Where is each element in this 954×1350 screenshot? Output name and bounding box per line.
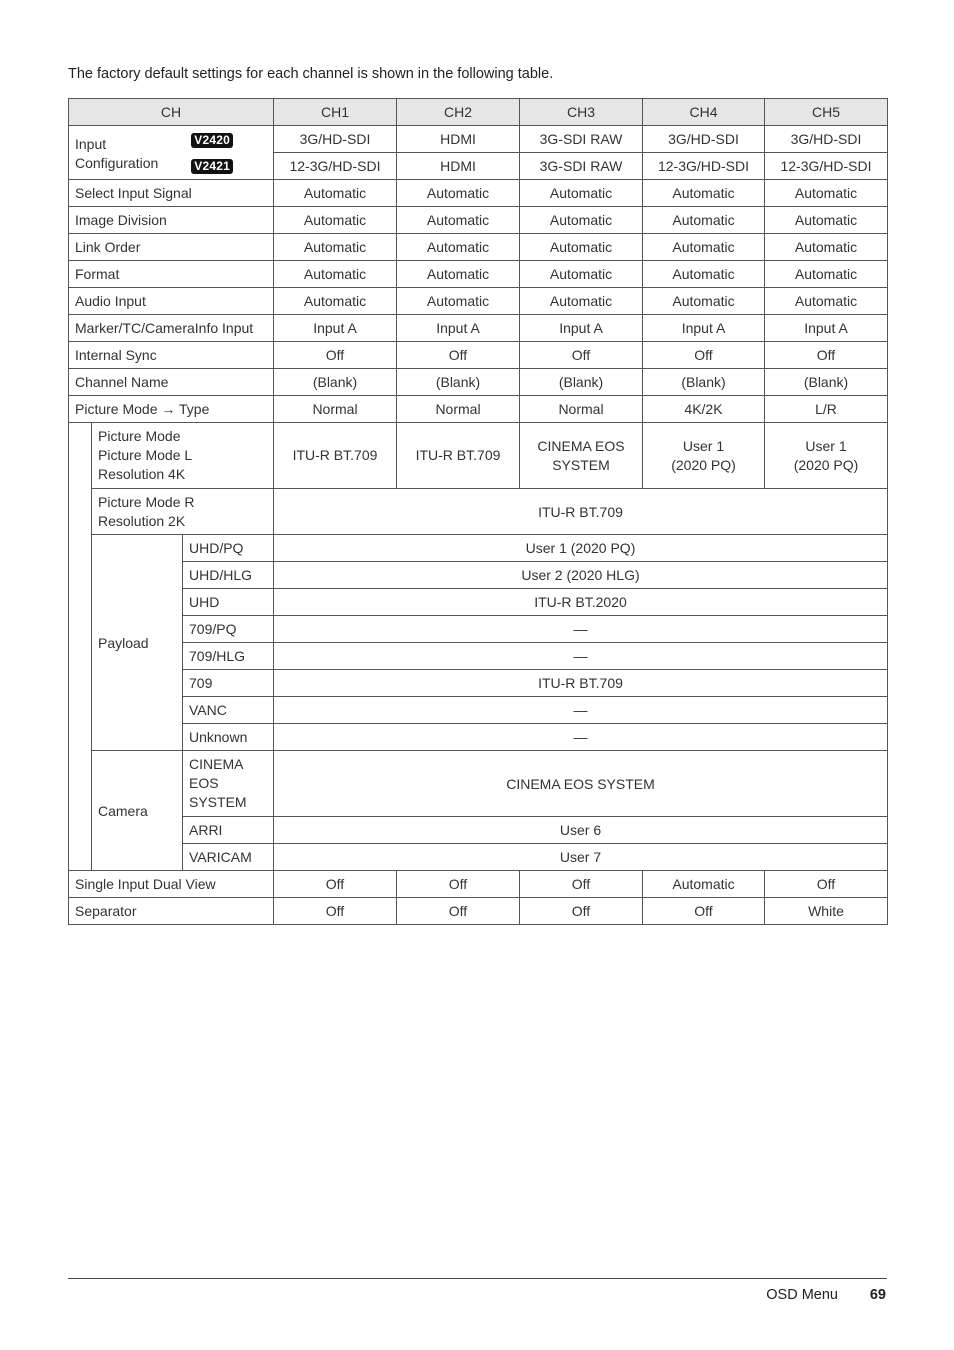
picture-mode-l-value-line: (2020 PQ) [671, 456, 736, 473]
camera-item-label-line: SYSTEM [189, 794, 247, 810]
picture-mode-l-label [92, 423, 274, 489]
header-ch: CH [69, 99, 274, 126]
payload-row [69, 535, 888, 562]
setting-value-ch5: (Blank) [765, 369, 888, 396]
picture-mode-l-value-line: CINEMA EOS [537, 437, 625, 454]
setting-value-ch3: Automatic [520, 288, 643, 315]
setting-value-ch5: Automatic [765, 288, 888, 315]
setting-value-ch1: Automatic [274, 288, 397, 315]
payload-item-label: 709/PQ [183, 616, 274, 643]
payload-item-value: ITU-R BT.709 [274, 670, 888, 697]
camera-item-label [183, 751, 274, 817]
payload-row [69, 697, 888, 724]
setting-value-ch2: Off [397, 342, 520, 369]
setting-label: Picture Mode → Type [69, 396, 274, 423]
picture-mode-l-value-line: (2020 PQ) [793, 456, 859, 473]
picture-mode-l-value-ch5 [765, 423, 888, 489]
picture-mode-l-value-line: User 1 [805, 437, 847, 454]
setting-row [69, 288, 888, 315]
setting-row [69, 180, 888, 207]
setting-value-ch3: Off [520, 342, 643, 369]
indent-cell [69, 724, 92, 751]
setting-row [69, 261, 888, 288]
setting-value-ch1: Normal [274, 396, 397, 423]
indent-cell [69, 844, 92, 871]
setting-value-ch2: (Blank) [397, 369, 520, 396]
indent-cell [69, 697, 92, 724]
payload-item-value: — [274, 616, 888, 643]
payload-item-label: 709 [183, 670, 274, 697]
setting-value-ch1: (Blank) [274, 369, 397, 396]
camera-item-label [183, 817, 274, 844]
setting-value-ch2: Normal [397, 396, 520, 423]
input-config-value-ch5: 3G/HD-SDI [765, 126, 888, 153]
setting-label: Select Input Signal [69, 180, 274, 207]
setting-value-ch1: Automatic [274, 207, 397, 234]
picture-mode-l-label-line: Resolution 4K [98, 466, 186, 482]
camera-item-value: CINEMA EOS SYSTEM [274, 751, 888, 817]
payload-item-label: UHD [183, 589, 274, 616]
setting-row [69, 207, 888, 234]
setting-value-ch3: Automatic [520, 207, 643, 234]
setting-row [69, 898, 888, 925]
setting-row [69, 342, 888, 369]
model-badge: V2420 [191, 133, 233, 148]
input-config-row [69, 153, 888, 180]
header-ch2: CH2 [397, 99, 520, 126]
setting-value-ch5: Input A [765, 315, 888, 342]
camera-item-value: User 6 [274, 817, 888, 844]
input-config-value-ch1: 12-3G/HD-SDI [274, 153, 397, 180]
indent-cell [69, 643, 92, 670]
setting-value-ch2: Off [397, 871, 520, 898]
setting-value-ch1: Automatic [274, 180, 397, 207]
payload-row [69, 616, 888, 643]
setting-value-ch1: Off [274, 871, 397, 898]
payload-item-label: Unknown [183, 724, 274, 751]
camera-item-label-line: CINEMA [189, 756, 244, 772]
setting-label: Internal Sync [69, 342, 274, 369]
picture-mode-r-row [69, 489, 888, 535]
setting-value-ch1: Automatic [274, 234, 397, 261]
payload-row [69, 724, 888, 751]
input-config-label-line: Input [75, 136, 107, 152]
picture-mode-r-label-line: Picture Mode R [98, 493, 195, 510]
indent-cell [69, 562, 92, 589]
indent-cell [69, 670, 92, 697]
setting-value-ch3: Normal [520, 396, 643, 423]
input-config-value-ch4: 12-3G/HD-SDI [643, 153, 765, 180]
indent-cell [69, 535, 92, 562]
factory-defaults-table [68, 98, 888, 925]
picture-mode-l-row [69, 423, 888, 489]
payload-item-label: 709/HLG [183, 643, 274, 670]
setting-label: Audio Input [69, 288, 274, 315]
camera-row [69, 817, 888, 844]
camera-label: Camera [92, 751, 183, 871]
payload-item-label: UHD/PQ [183, 535, 274, 562]
setting-value-ch5: Automatic [765, 207, 888, 234]
payload-item-value: User 2 (2020 HLG) [274, 562, 888, 589]
picture-mode-l-label-line: Picture Mode L [98, 447, 193, 463]
setting-value-ch4: Automatic [643, 288, 765, 315]
setting-value-ch4: Automatic [643, 180, 765, 207]
setting-label: Image Division [69, 207, 274, 234]
picture-mode-l-value-line: ITU-R BT.709 [415, 447, 501, 463]
input-config-value-ch5: 12-3G/HD-SDI [765, 153, 888, 180]
setting-value-ch4: Automatic [643, 261, 765, 288]
setting-value-ch4: Automatic [643, 207, 765, 234]
setting-value-ch1: Off [274, 342, 397, 369]
setting-value-ch4: Off [643, 342, 765, 369]
model-badge-cell [183, 153, 274, 180]
setting-value-ch3: Input A [520, 315, 643, 342]
camera-item-label-line: ARRI [189, 821, 223, 838]
setting-row [69, 369, 888, 396]
setting-label: Single Input Dual View [69, 871, 274, 898]
indent-cell [69, 616, 92, 643]
setting-value-ch2: Automatic [397, 234, 520, 261]
input-config-value-ch1: 3G/HD-SDI [274, 126, 397, 153]
payload-item-value: — [274, 643, 888, 670]
payload-item-value: User 1 (2020 PQ) [274, 535, 888, 562]
payload-row [69, 589, 888, 616]
camera-item-label-line: EOS [189, 775, 219, 791]
setting-value-ch2: Automatic [397, 180, 520, 207]
picture-mode-r-label-line: Resolution 2K [98, 512, 186, 529]
header-ch4: CH4 [643, 99, 765, 126]
setting-value-ch3: Automatic [520, 261, 643, 288]
setting-value-ch3: Automatic [520, 180, 643, 207]
input-config-row [69, 126, 888, 153]
setting-row [69, 396, 888, 423]
setting-row [69, 234, 888, 261]
page-number: 69 [869, 1287, 886, 1303]
setting-label: Link Order [69, 234, 274, 261]
setting-value-ch2: Automatic [397, 261, 520, 288]
model-badge-cell [183, 126, 274, 153]
picture-mode-l-value-line: SYSTEM [552, 456, 610, 473]
header-row [69, 99, 888, 126]
payload-item-value: — [274, 724, 888, 751]
setting-value-ch4: 4K/2K [643, 396, 765, 423]
setting-value-ch2: Automatic [397, 288, 520, 315]
picture-mode-l-value-line: ITU-R BT.709 [292, 447, 378, 463]
setting-label: Separator [69, 898, 274, 925]
indent-cell [69, 817, 92, 844]
picture-mode-r-value: ITU-R BT.709 [274, 489, 888, 535]
payload-label: Payload [92, 535, 183, 751]
setting-value-ch2: Off [397, 898, 520, 925]
setting-value-ch5: L/R [765, 396, 888, 423]
payload-item-label: UHD/HLG [183, 562, 274, 589]
input-config-value-ch2: HDMI [397, 126, 520, 153]
setting-value-ch4: Input A [643, 315, 765, 342]
setting-value-ch5: Automatic [765, 180, 888, 207]
header-ch3: CH3 [520, 99, 643, 126]
footer-rule [68, 1278, 887, 1279]
input-config-label [69, 126, 183, 180]
header-ch1: CH1 [274, 99, 397, 126]
setting-value-ch5: Off [765, 342, 888, 369]
picture-mode-l-value-ch2 [397, 423, 520, 489]
payload-item-value: — [274, 697, 888, 724]
input-config-value-ch2: HDMI [397, 153, 520, 180]
setting-value-ch4: Off [643, 898, 765, 925]
setting-value-ch4: Automatic [643, 871, 765, 898]
picture-mode-l-value-ch4 [643, 423, 765, 489]
payload-row [69, 562, 888, 589]
setting-value-ch5: Automatic [765, 261, 888, 288]
camera-row [69, 844, 888, 871]
input-config-value-ch4: 3G/HD-SDI [643, 126, 765, 153]
picture-mode-l-value-ch1 [274, 423, 397, 489]
input-config-value-ch3: 3G-SDI RAW [520, 153, 643, 180]
setting-value-ch5: White [765, 898, 888, 925]
input-config-label-line: Configuration [75, 155, 159, 171]
setting-value-ch1: Automatic [274, 261, 397, 288]
camera-row [69, 751, 888, 817]
footer-section: OSD Menu [766, 1287, 838, 1303]
payload-item-label: VANC [183, 697, 274, 724]
setting-row [69, 315, 888, 342]
header-ch5: CH5 [765, 99, 888, 126]
setting-label: Channel Name [69, 369, 274, 396]
setting-value-ch2: Automatic [397, 207, 520, 234]
input-config-value-ch3: 3G-SDI RAW [520, 126, 643, 153]
intro-text: The factory default settings for each channel is shown in the following table. [68, 66, 554, 82]
payload-row [69, 643, 888, 670]
setting-value-ch3: (Blank) [520, 369, 643, 396]
picture-mode-l-label-line: Picture Mode [98, 428, 181, 444]
setting-value-ch2: Input A [397, 315, 520, 342]
setting-value-ch1: Input A [274, 315, 397, 342]
camera-item-label-line: VARICAM [189, 848, 252, 865]
setting-value-ch4: Automatic [643, 234, 765, 261]
indent-cell [69, 751, 92, 817]
setting-row [69, 871, 888, 898]
setting-value-ch4: (Blank) [643, 369, 765, 396]
picture-mode-l-value-line: User 1 [682, 437, 725, 454]
setting-value-ch3: Off [520, 871, 643, 898]
indent-cell [69, 489, 92, 535]
payload-item-value: ITU-R BT.2020 [274, 589, 888, 616]
setting-label: Marker/TC/CameraInfo Input [69, 315, 274, 342]
indent-cell [69, 589, 92, 616]
setting-value-ch1: Off [274, 898, 397, 925]
setting-value-ch5: Automatic [765, 234, 888, 261]
setting-value-ch3: Automatic [520, 234, 643, 261]
camera-item-label [183, 844, 274, 871]
setting-value-ch5: Off [765, 871, 888, 898]
model-badge: V2421 [191, 159, 233, 174]
picture-mode-l-value-ch3 [520, 423, 643, 489]
indent-cell [69, 423, 92, 489]
picture-mode-r-label [92, 489, 274, 535]
camera-item-value: User 7 [274, 844, 888, 871]
setting-value-ch3: Off [520, 898, 643, 925]
payload-row [69, 670, 888, 697]
setting-label: Format [69, 261, 274, 288]
